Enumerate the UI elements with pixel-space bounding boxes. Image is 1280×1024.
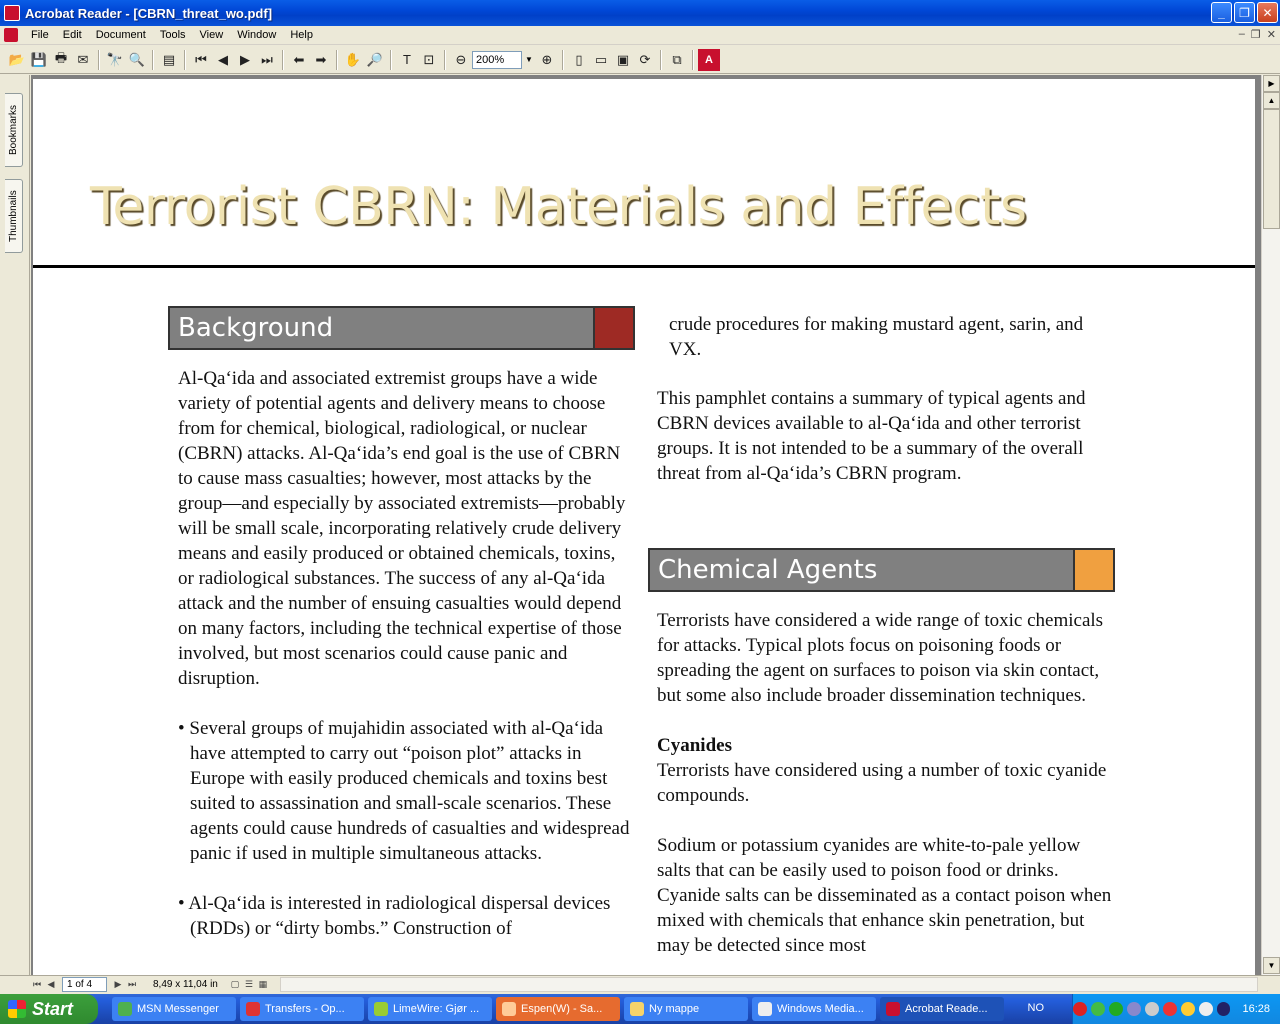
first-page-icon[interactable]: ⏮ xyxy=(195,51,207,67)
facing-icon[interactable]: ▦ xyxy=(258,979,268,989)
fit-page-icon[interactable]: ▭ xyxy=(594,51,608,67)
next-page-status-icon[interactable]: ▶ xyxy=(114,979,122,989)
page-size-label: 8,49 x 11,04 in xyxy=(153,979,218,990)
scroll-thumb[interactable] xyxy=(1263,109,1280,229)
go-back-icon[interactable]: ⬅ xyxy=(293,51,305,67)
zoom-tool-icon[interactable]: 🔎 xyxy=(366,51,384,67)
single-page-icon[interactable]: ▢ xyxy=(230,979,240,989)
security-tray-icon[interactable] xyxy=(1163,1002,1177,1016)
open-icon[interactable]: 📂 xyxy=(8,51,26,67)
background-color-swatch xyxy=(593,308,633,348)
task-transfers[interactable]: Transfers - Op... xyxy=(240,997,364,1021)
save-icon[interactable]: 💾 xyxy=(30,51,48,67)
menu-view[interactable]: View xyxy=(199,29,224,41)
background-heading: Background xyxy=(178,313,334,343)
first-page-status-icon[interactable]: ⏮ xyxy=(32,979,42,989)
window-title: Acrobat Reader - [CBRN_threat_wo.pdf] xyxy=(25,5,273,21)
previous-page-icon[interactable]: ◀ xyxy=(218,51,228,67)
menu-edit[interactable]: Edit xyxy=(62,29,82,41)
thumbnails-tab[interactable]: Thumbnails xyxy=(5,179,23,253)
title-divider xyxy=(33,265,1255,268)
acrobat-icon[interactable] xyxy=(4,5,20,21)
media-tray-icon[interactable] xyxy=(1217,1002,1231,1016)
fit-width-icon[interactable]: ▣ xyxy=(616,51,630,67)
zoom-in-icon[interactable]: ⊕ xyxy=(541,51,553,67)
background-bullet-2: • Al-Qa‘ida is interested in radiological dispersal devices (RDDs) or “dirty bombs.” Construction of xyxy=(178,893,611,939)
cyanides-paragraph-2: Sodium or potassium cyanides are white-to-pale yellow salts that can be easily used to poison food or drinks. Cyanide salts can be disseminated as a contact poison when mixed with chemicals that enhance skin penetration, but may be detected since most xyxy=(657,835,1112,956)
background-bullet-1: • Several groups of mujahidin associated with al-Qa‘ida have attempted to carry out “poison plot” attacks in Europe with easily produced chemicals and toxins best suited to assassination and small-scale scenarios. These agents could cause hundreds of casualties and widespread panic if used in multiple simultaneous attacks. xyxy=(178,718,630,864)
actual-size-icon[interactable]: ▯ xyxy=(575,51,583,67)
show-hide-nav-icon[interactable]: ▤ xyxy=(162,51,176,67)
page-layout-icon[interactable]: ⧉ xyxy=(672,51,682,67)
search-icon[interactable]: 🔭 xyxy=(106,51,124,67)
cyanides-paragraph: Terrorists have considered using a number of toxic cyanide compounds. xyxy=(657,760,1107,806)
zoom-out-icon[interactable]: ⊖ xyxy=(455,51,467,67)
system-tray xyxy=(1072,994,1280,1024)
rotate-icon[interactable]: ⟳ xyxy=(639,51,651,67)
toolbar xyxy=(0,46,1280,74)
menu-tools[interactable]: Tools xyxy=(159,29,186,41)
task-ny-mappe[interactable]: Ny mappe xyxy=(624,997,748,1021)
task-espen[interactable]: Espen(W) - Sa... xyxy=(496,997,620,1021)
vertical-scrollbar[interactable] xyxy=(1261,75,1280,975)
msn-icon xyxy=(118,1002,132,1016)
close-button[interactable]: ✕ xyxy=(1257,2,1278,23)
limewire-icon xyxy=(374,1002,388,1016)
chemical-column xyxy=(657,608,1117,975)
text-select-icon[interactable]: T xyxy=(403,52,411,67)
chemical-heading-bar xyxy=(648,548,1115,592)
acrobat-task-icon xyxy=(886,1002,900,1016)
scroll-right-icon[interactable]: ▶ xyxy=(1263,75,1280,92)
r-tray-icon[interactable] xyxy=(1109,1002,1123,1016)
volume-tray-icon[interactable] xyxy=(1199,1002,1213,1016)
pamphlet-paragraph: This pamphlet contains a summary of typical agents and CBRN devices available to al-Qa‘ida and other terrorist groups. It is not intended to be a summary of the overall threat from al-Qa‘ida’s CBRN program. xyxy=(657,388,1086,484)
device-tray-icon[interactable] xyxy=(1145,1002,1159,1016)
maximize-button[interactable]: ❐ xyxy=(1234,2,1255,23)
print-icon[interactable]: 🖶 xyxy=(54,49,68,65)
status-bar xyxy=(0,975,1280,993)
task-acrobat[interactable]: Acrobat Reade... xyxy=(880,997,1004,1021)
previous-page-status-icon[interactable]: ◀ xyxy=(47,979,55,989)
background-heading-bar xyxy=(168,306,635,350)
network-tray-icon[interactable] xyxy=(1127,1002,1141,1016)
task-msn[interactable]: MSN Messenger xyxy=(112,997,236,1021)
scroll-up-icon[interactable]: ▲ xyxy=(1263,92,1280,109)
menu-file[interactable]: File xyxy=(31,29,49,41)
windows-logo-icon xyxy=(8,1000,26,1018)
menu-document[interactable]: Document xyxy=(95,29,146,41)
opera-icon xyxy=(246,1002,260,1016)
start-button[interactable]: Start xyxy=(0,994,98,1024)
last-page-status-icon[interactable]: ⏭ xyxy=(127,979,137,989)
minimize-button[interactable]: _ xyxy=(1211,2,1232,23)
task-limewire[interactable]: LimeWire: Gjør ... xyxy=(368,997,492,1021)
folder-icon xyxy=(630,1002,644,1016)
document-title: Terrorist CBRN: Materials and Effects xyxy=(90,177,1027,237)
title-bar xyxy=(0,0,1280,26)
document-icon[interactable] xyxy=(4,28,18,42)
doc-minimize-button[interactable]: – xyxy=(1238,28,1245,40)
opera-tray-icon[interactable] xyxy=(1073,1002,1087,1016)
taskbar xyxy=(0,994,1280,1024)
language-indicator[interactable]: NO xyxy=(1027,1002,1044,1014)
chat-icon xyxy=(502,1002,516,1016)
zoom-dropdown-icon[interactable]: ▼ xyxy=(525,55,533,64)
task-windows-media[interactable]: Windows Media... xyxy=(752,997,876,1021)
last-page-icon[interactable]: ⏭ xyxy=(261,51,273,67)
email-icon[interactable]: ✉ xyxy=(77,51,89,67)
background-paragraph: Al-Qa‘ida and associated extremist groups have a wide variety of potential agents and delivery means to choose from for chemical, biological, radiological, or nuclear (CBRN) attacks. Al-Qa‘ida’s end goal is the use of CBRN to cause mass casualties; however, most attacks by the group—and especially by associated extremists—probably will be small scale, incorporating relatively crude delivery means and easily produced or obtained chemicals, toxins, or radiological substances. The success of any al-Qa‘ida attack and the number of ensuing casualties would depend on many factors, including the technical expertise of those involved, but most scenarios could cause panic and disruption. xyxy=(178,368,626,689)
pamphlet-text xyxy=(657,386,1117,511)
document-view[interactable] xyxy=(31,75,1261,975)
snapshot-icon[interactable]: ⊡ xyxy=(423,51,435,67)
clock[interactable]: 16:28 xyxy=(1242,1003,1270,1015)
horizontal-scrollbar[interactable] xyxy=(280,977,1258,992)
navigation-pane xyxy=(0,75,30,975)
menu-window[interactable]: Window xyxy=(237,29,277,41)
media-player-icon xyxy=(758,1002,772,1016)
menu-help[interactable]: Help xyxy=(290,29,313,41)
chemical-paragraph: Terrorists have considered a wide range of toxic chemicals for attacks. Typical plots focus on poisoning foods or spreading the agent on surfaces to poison via skin contact, but some also include broader dissemination techniques. xyxy=(657,610,1104,706)
adobe-logo-icon[interactable]: A xyxy=(698,49,720,71)
continued-text xyxy=(669,312,1109,387)
zoom-input[interactable]: 200% xyxy=(472,51,522,69)
warning-tray-icon[interactable] xyxy=(1181,1002,1195,1016)
menu-bar xyxy=(0,26,1280,45)
page-number-field[interactable]: 1 of 4 xyxy=(62,977,107,992)
continued-paragraph: crude procedures for making mustard agent, sarin, and VX. xyxy=(669,314,1084,360)
bookmarks-tab[interactable]: Bookmarks xyxy=(5,93,23,167)
chemical-heading: Chemical Agents xyxy=(658,555,878,585)
next-page-icon[interactable]: ▶ xyxy=(240,51,250,67)
doc-restore-button[interactable]: ❐ xyxy=(1250,29,1261,41)
go-forward-icon[interactable]: ➡ xyxy=(315,51,327,67)
scroll-down-icon[interactable]: ▼ xyxy=(1263,957,1280,974)
doc-close-button[interactable]: ✕ xyxy=(1266,29,1276,41)
msn-tray-icon[interactable] xyxy=(1091,1002,1105,1016)
pdf-page xyxy=(33,79,1255,975)
chemical-color-swatch xyxy=(1073,550,1113,590)
cyanides-subheading: Cyanides xyxy=(657,735,732,756)
background-column xyxy=(178,366,633,966)
find-icon[interactable]: 🔍 xyxy=(128,51,146,67)
continuous-icon[interactable]: ☰ xyxy=(244,979,253,989)
hand-tool-icon[interactable]: ✋ xyxy=(344,51,362,67)
